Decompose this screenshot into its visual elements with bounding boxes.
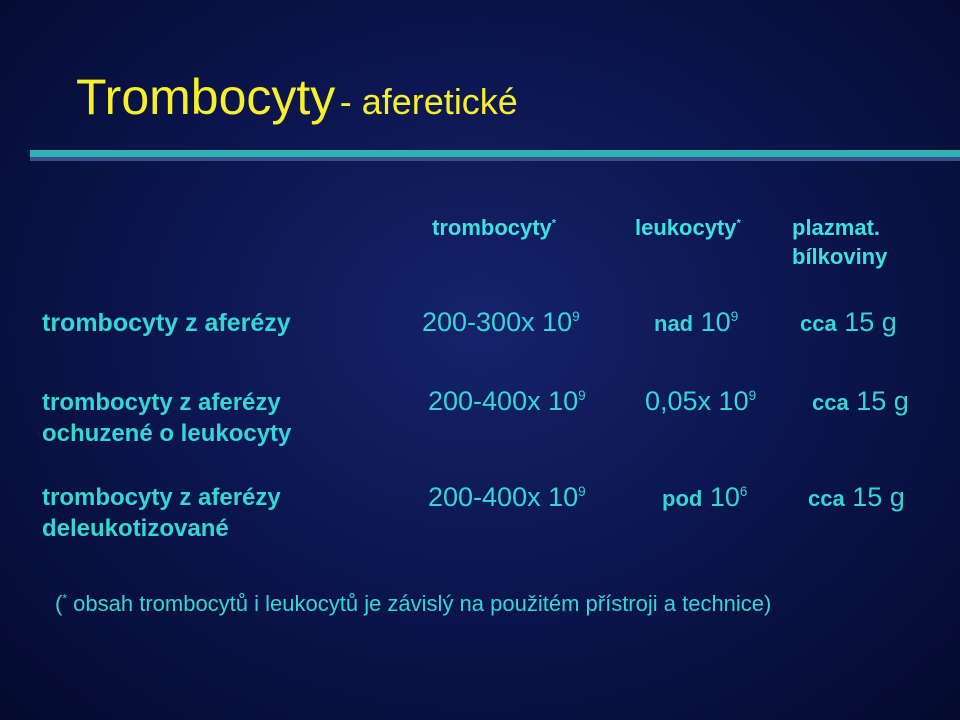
row2-label: trombocyty z aferézy ochuzené o leukocyty <box>42 389 292 448</box>
slide-title <box>76 69 518 125</box>
row3-label: trombocyty z aferézy deleukotizované <box>42 484 281 543</box>
row3-trombocyty: 200-400x $10^9$ <box>428 482 586 512</box>
title-sub: - aferetické <box>339 81 518 122</box>
title-rule <box>30 150 960 157</box>
header-bilkoviny: bílkoviny <box>792 244 888 269</box>
row2-trombocyty: 200-400x $10^9$ <box>428 386 586 416</box>
row2-leukocyty: 0,05x $10^9$ <box>645 386 757 416</box>
title-main: Trombocyty <box>76 69 336 125</box>
row1-label: trombocyty z aferézy <box>42 309 291 337</box>
row1-bilkoviny: cca 15 g <box>800 307 897 337</box>
title-rule-shadow <box>30 157 960 161</box>
header-plazmat: plazmat. <box>792 215 881 240</box>
row2-bilkoviny: cca 15 g <box>812 386 909 416</box>
row1-trombocyty: 200-300x $10^9$ <box>422 307 580 337</box>
row3-leukocyty: pod $10^6$ <box>662 482 748 512</box>
row3-bilkoviny: cca 15 g <box>808 482 905 512</box>
row1-leukocyty: nad $10^9$ <box>654 307 739 337</box>
header-trombocyty: trombocyty* <box>432 215 557 240</box>
header-leukocyty: leukocyty* <box>635 215 741 240</box>
footnote: (* obsah trombocytů i leukocytů je závislý na použitém přístroji a technice) <box>55 591 772 616</box>
